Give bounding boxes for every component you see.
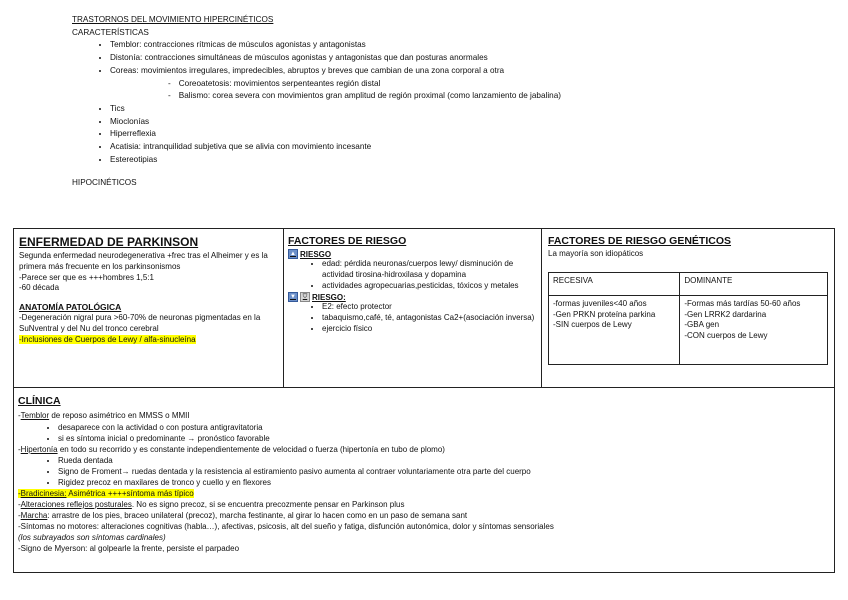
- cell-line: -Gen LRRK2 dardarina: [684, 309, 767, 319]
- doc-subtitle: CARACTERÍSTICAS: [72, 27, 149, 37]
- bradi-line: -Bradicinesia: Asimétrica ++++síntoma más típico: [18, 488, 194, 498]
- temblor-list: [18, 422, 830, 444]
- bradi-text: Asimétrica ++++síntoma más típico: [66, 488, 194, 498]
- dominant-cell: [680, 295, 828, 364]
- cell-line: -SIN cuerpos de Lewy: [553, 320, 632, 330]
- list-item: • Distonía: contracciones simultáneas de músculos agonistas y antagonistas que dan posturas anormales: [110, 52, 832, 65]
- bradi-label: Bradicinesia:: [20, 488, 67, 498]
- clinica-cell: [14, 388, 834, 572]
- marcha-text: : arrastre de los pies, braceo unilateral (precoz), marcha festinante, al girar lo hacen como en un paso de semana sant: [47, 510, 468, 520]
- cell-line: -formas juveniles<40 años: [553, 298, 647, 308]
- list-item: • edad: pérdida neuronas/cuerpos lewy/ disminución de actividad tirosina-hidroxilasa y dopamina: [322, 259, 537, 281]
- summary-table: [13, 228, 835, 573]
- risk-cell: [284, 229, 542, 387]
- list-item: • Rigidez precoz en maxilares de tronco y cuello y en flexores: [58, 477, 830, 488]
- list-item: • Acatisia: intranquilidad subjetiva que se alivia con movimiento incesante: [110, 141, 832, 154]
- nomotor-line: -Síntomas no motores: alteraciones cognitivas (habla…), afectivas, psicosis, alt del sueño y fatiga, disfunción autonómica, dolor y síntomas sensoriales: [18, 521, 554, 531]
- list-item: • si es síntoma inicial o predominante → pronóstico favorable: [58, 433, 830, 444]
- genetic-table: [548, 272, 828, 365]
- list-item: • Signo de Froment→ ruedas dentada y la resistencia al estiramiento pasivo aumenta al contraer voluntariamente otra parte del cuerpo: [58, 466, 830, 477]
- risk-down-label: [288, 292, 537, 302]
- recessive-cell: [549, 295, 680, 364]
- risk-title: FACTORES DE RIESGO: [288, 235, 407, 247]
- arrow-down-icon: ▼: [288, 292, 298, 302]
- cell-line: -CON cuerpos de Lewy: [684, 331, 768, 341]
- genetic-title: FACTORES DE RIESGO GENÉTICOS: [548, 235, 732, 247]
- shield-icon: ⛉: [300, 292, 310, 302]
- risk-up-text: RIESGO: [300, 249, 332, 259]
- risk-up-label: [288, 249, 537, 259]
- clinica-title: CLÍNICA: [18, 395, 61, 407]
- list-item: • Tics: [110, 103, 832, 116]
- myerson-line: -Signo de Myerson: al golpearle la frente, persiste el parpadeo: [18, 543, 240, 553]
- marcha-line: -Marcha: arrastre de los pies, braceo unilateral (precoz), marcha festinante, al girar lo hacen como en un paso de semana sant: [18, 510, 468, 520]
- hiper-list: [18, 455, 830, 488]
- list-item: • Temblor: contracciones rítmicas de músculos agonistas y antagonistas: [110, 39, 832, 52]
- chorea-sublist: [72, 78, 832, 103]
- cell-line: -Formas más tardías 50-60 años: [684, 298, 801, 308]
- cardinal-note: (los subrayados son síntomas cardinales): [18, 532, 166, 542]
- col-head-recessive: RECESIVA: [549, 272, 680, 295]
- risk-down-text: RIESGO:: [312, 292, 346, 302]
- temblor-label: Temblor: [20, 411, 50, 421]
- arrow-up-icon: ▲: [288, 249, 298, 259]
- temblor-line: -Temblor de reposo asimétrico en MMSS o MMII: [18, 411, 190, 421]
- list-item: • Rueda dentada: [58, 455, 830, 466]
- list-item: • Coreas: movimientos irregulares, impredecibles, abruptos y breves que cambian de una zona corporal a otra: [110, 65, 832, 78]
- hiper-line: -Hipertonía en todo su recorrido y es constante independientemente de velocidad o fuerza (hipertonía en tubo de plomo): [18, 444, 445, 454]
- list-item: • Hiperreflexia: [110, 128, 832, 141]
- hiper-label: Hipertonía: [20, 444, 58, 454]
- list-item: • E2: efecto protector: [322, 302, 537, 313]
- hipo-heading: HIPOCINÉTICOS: [72, 178, 137, 188]
- char-list-2: [72, 103, 832, 167]
- genetic-subtitle: La mayoría son idiopáticos: [548, 249, 644, 258]
- list-item: • ejercicio físico: [322, 324, 537, 335]
- list-item: • Mioclonías: [110, 116, 832, 129]
- parkinson-line: -Parece ser que es +++hombres 1,5:1: [19, 272, 154, 282]
- anat-line: -Degeneración nigral pura >60-70% de neuronas pigmentadas en la SuNventral y del Nu del tronco cerebral: [19, 313, 261, 333]
- cell-line: -Gen PRKN proteína parkina: [553, 309, 656, 319]
- list-item: - Balismo: corea severa con movimientos gran amplitud de región proximal (como lanzamiento de jabalina): [182, 90, 832, 103]
- doc-title: TRASTORNOS DEL MOVIMIENTO HIPERCINÉTICOS: [72, 15, 274, 24]
- parkinson-line: -60 década: [19, 283, 60, 293]
- header-section: [72, 14, 832, 190]
- cell-line: -GBA gen: [684, 320, 720, 330]
- anat-title: ANATOMÍA PATOLÓGICA: [19, 302, 122, 313]
- alter-text: . No es signo precoz, si se encuentra precozmente pensar en Parkinson plus: [131, 499, 405, 509]
- risk-down-list: [288, 302, 537, 334]
- alter-line: -Alteraciones reflejos posturales. No es signo precoz, si se encuentra precozmente pensar en Parkinson plus: [18, 499, 405, 509]
- parkinson-title: ENFERMEDAD DE PARKINSON: [19, 235, 199, 249]
- list-item: - Coreoatetosis: movimientos serpenteantes región distal: [182, 78, 832, 91]
- genetic-cell: [542, 229, 834, 387]
- col-head-dominant: DOMINANTE: [680, 272, 828, 295]
- list-item: • tabaquismo,café, té, antagonistas Ca2+(asociación inversa): [322, 313, 537, 324]
- list-item: • Estereotipias: [110, 154, 832, 167]
- list-item: • desaparece con la actividad o con postura antigravitatoria: [58, 422, 830, 433]
- temblor-text: de reposo asimétrico en MMSS o MMII: [49, 411, 190, 421]
- marcha-label: Marcha: [20, 510, 48, 520]
- parkinson-cell: [14, 229, 284, 387]
- risk-up-list: [288, 259, 537, 291]
- anat-highlight: -Inclusiones de Cuerpos de Lewy / alfa-sinucleína: [19, 334, 196, 344]
- alter-label: Alteraciones reflejos posturales: [20, 499, 132, 509]
- hiper-text: en todo su recorrido y es constante independientemente de velocidad o fuerza (hipertonía en tubo de plomo): [57, 444, 445, 454]
- parkinson-line: Segunda enfermedad neurodegenerativa +frec tras el Alheimer y es la primera más frecuente en los parkinsonismos: [19, 251, 268, 271]
- char-list: [72, 39, 832, 77]
- summary-row-top: [14, 229, 834, 388]
- list-item: • actividades agropecuarias,pesticidas, tóxicos y metales: [322, 281, 537, 292]
